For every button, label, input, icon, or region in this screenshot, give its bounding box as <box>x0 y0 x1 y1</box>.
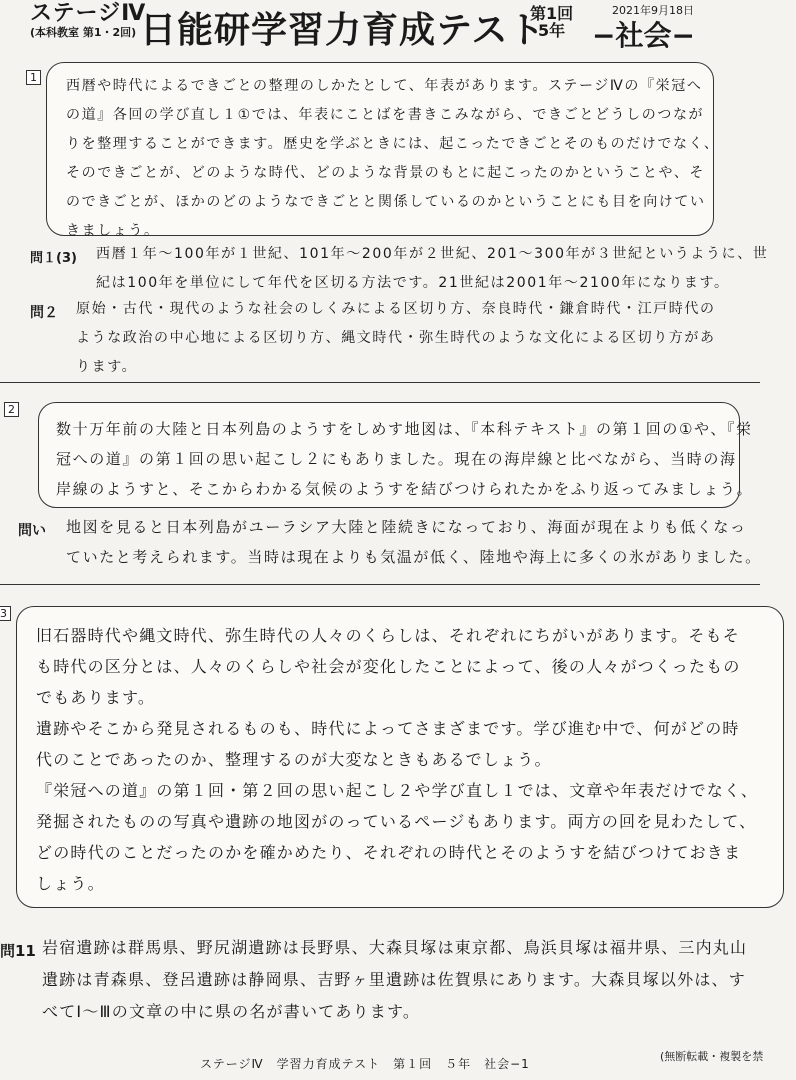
text-line: の道』各回の学び直し１①では、年表にことばを書きこみながら、できごとどうしのつなが <box>66 107 705 123</box>
text-line: 地図を見ると日本列島がユーラシア大陸と陸続きになっており、海面が現在よりも低くなっ <box>66 518 747 536</box>
text-line: のできごとが、ほかのどのようなできごとと関係しているのかということにも目を向けてい <box>66 194 706 210</box>
text-line: 発掘されたものの写真や遺跡の地図がのっているページもあります。両方の回を見わたして、 <box>36 812 757 831</box>
text-line: 遺跡やそこから発見されるものも、時代によってさまざまです。学び進む中で、何がどの時 <box>36 719 740 738</box>
text-line: ていたと考えられます。当時は現在よりも気温が低く、陸地や海上に多くの氷がありました。 <box>66 548 762 566</box>
text-line: べてⅠ〜Ⅲの文章の中に県の名が書いてあります。 <box>42 1002 421 1021</box>
text-line: 西暦や時代によるできごとの整理のしかたとして、年表があります。ステージⅣの『栄冠へ <box>66 78 703 94</box>
stage-sub-label: (本科教室 第1・2回) <box>30 26 137 40</box>
question-answer <box>66 512 762 572</box>
text-line: 旧石器時代や縄文時代、弥生時代の人々のくらしは、それぞれにちがいがあります。そもそ <box>36 626 740 645</box>
copyright-note: (無断転載・複製を禁 <box>660 1050 764 1063</box>
section-2-intro-text <box>56 414 753 504</box>
text-line: ような政治の中心地による区切り方、縄文時代・弥生時代のような文化による区切り方があ <box>76 330 716 346</box>
section-divider <box>0 382 760 383</box>
question-1-3-answer <box>96 240 768 298</box>
session-number: 第1回 <box>530 4 574 23</box>
section-divider <box>0 584 760 585</box>
text-line: 冠への道』の第１回の思い起こし２にもありました。現在の海岸線と比べながら、当時の海 <box>56 450 737 468</box>
question-label: 問い <box>18 523 46 539</box>
section-1-number: 1 <box>26 70 41 85</box>
stage-label: ステージⅣ <box>30 1 147 26</box>
stage-block <box>30 2 146 39</box>
text-line: 代のことであったのか、整理するのが大変なときもあるでしょう。 <box>36 750 552 769</box>
question-2-answer <box>76 295 716 382</box>
question-11-answer <box>42 932 747 1028</box>
question-2-label: 問２ <box>30 305 58 321</box>
text-line: どの時代のことだったのかを確かめたり、それぞれの時代とそのようすを結びつけておきま <box>36 843 742 862</box>
text-line: りを整理することができます。歴史を学ぶときには、起こったできごとそのものだけでなく、 <box>66 136 720 152</box>
session-block <box>530 6 573 40</box>
page-footer: ステージⅣ 学習力育成テスト 第１回 ５年 社会−1 <box>200 1057 530 1071</box>
text-line: 岸線のようすと、そこからわかる気候のようすを結びつけられたかをふり返ってみましょう。 <box>56 480 754 498</box>
section-3-intro-text <box>36 620 758 899</box>
text-line: でもあります。 <box>36 688 156 707</box>
text-line: 西暦１年〜100年が１世紀、101年〜200年が２世紀、201〜300年が３世紀というように、世 <box>96 246 769 262</box>
section-2-number: 2 <box>4 402 19 417</box>
text-line: も時代の区分とは、人々のくらしや社会が変化したことによって、後の人々がつくったもの <box>36 657 741 676</box>
page-title: 日能研学習力育成テスト <box>140 10 546 51</box>
question-1-3-label: 問１(3) <box>30 251 77 266</box>
text-line: きましょう。 <box>66 223 160 239</box>
text-line: 遺跡は青森県、登呂遺跡は静岡県、吉野ヶ里遺跡は佐賀県にあります。大森貝塚以外は、す <box>42 970 746 989</box>
text-line: 岩宿遺跡は群馬県、野尻湖遺跡は長野県、大森貝塚は東京都、鳥浜貝塚は福井県、三内丸山 <box>42 938 748 957</box>
text-line: 『栄冠への道』の第１回・第２回の思い起こし２や学び直し１では、文章や年表だけでなく、 <box>36 781 759 800</box>
text-line: ります。 <box>76 359 138 375</box>
test-date: 2021年9月18日 <box>612 4 694 17</box>
subject-label: −社会− <box>592 19 695 52</box>
question-11-label: 問11 <box>0 942 36 960</box>
section-1-intro-text <box>66 72 720 246</box>
text-line: 数十万年前の大陸と日本列島のようすをしめす地図は、『本科テキスト』の第１回の①や、『栄 <box>56 420 753 438</box>
text-line: そのできごとが、どのような時代、どのような背景のもとに起こったのかということや、そ <box>66 165 706 181</box>
grade-label: 5年 <box>538 20 566 40</box>
text-line: 原始・古代・現代のような社会のしくみによる区切り方、奈良時代・鎌倉時代・江戸時代の <box>76 301 716 317</box>
section-3-number: 3 <box>0 606 11 621</box>
text-line: 紀は100年を単位にして年代を区切る方法です。21世紀は2001年〜2100年になります。 <box>96 275 730 291</box>
text-line: しょう。 <box>36 874 105 893</box>
